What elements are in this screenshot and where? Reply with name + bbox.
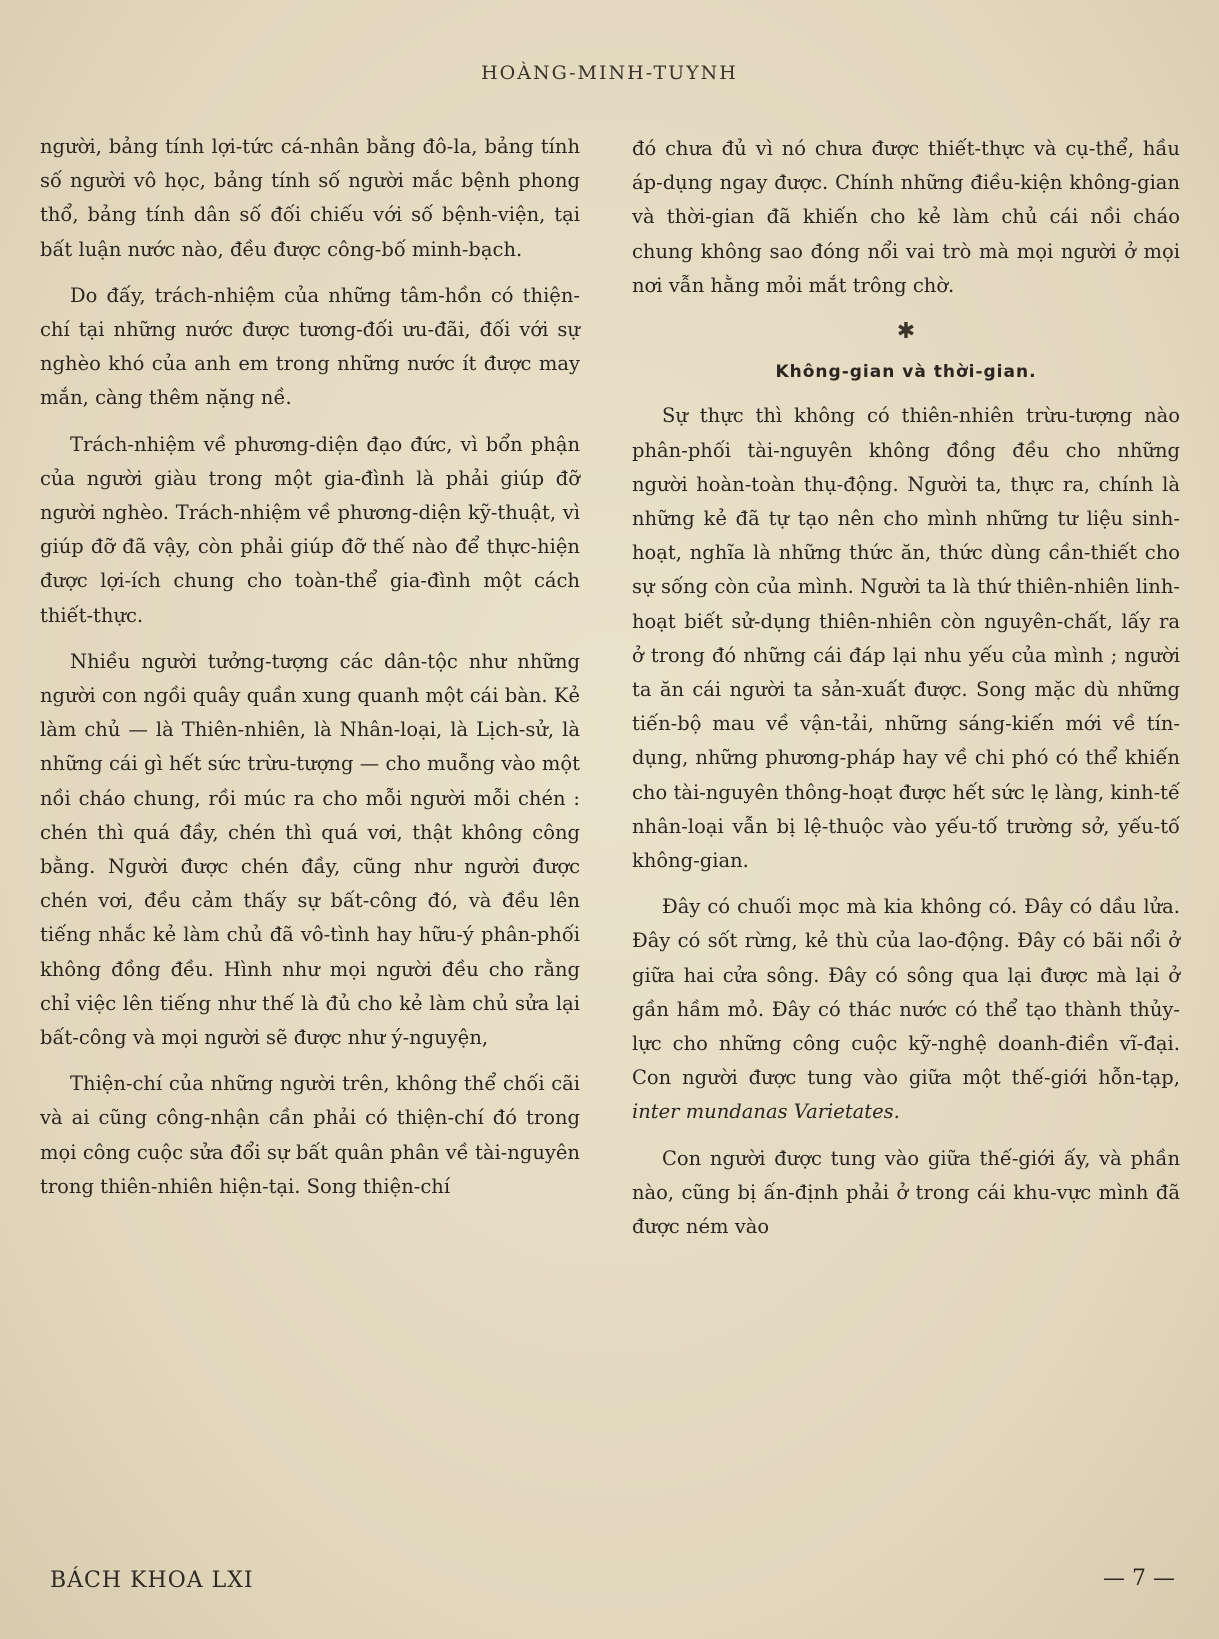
paragraph: Sự thực thì không có thiên-nhiên trừu-tượng nào phân-phối tài-nguyên không đồng đều cho những người hoàn-toàn thụ-động. Người ta, thực ra, chính là những kẻ đã tự tạo nên cho mình những tư liệu sinh-hoạt, nghĩa là những thức ăn, thức dùng cần-thiết cho sự sống còn của mình. Người ta là thứ thiên-nhiên linh-hoạt biết sử-dụng thiên-nhiên còn nguyên-chất, lấy ra ở trong đó những cái đáp lại nhu yếu của mình ; người ta ăn cái người ta sản-xuất được. Song mặc dù những tiến-bộ mau về vận-tải, những sáng-kiến mới về tín-dụng, những phương-pháp hay về chi phó có thể khiến cho tài-nguyên thông-hoạt được hết sức lẹ làng, kinh-tế nhân-loại vẫn bị lệ-thuộc vào yếu-tố trường sở, yếu-tố không-gian. <box>632 404 1180 873</box>
paragraph: Thiện-chí của những người trên, không thể chối cãi và ai cũng công-nhận cần phải có thiện-chí đó trong mọi công cuộc sửa đổi sự bất quân phân về tài-nguyên trong thiên-nhiên hiện-tại. Song thiện-chí <box>40 1072 580 1198</box>
paragraph: Con người được tung vào giữa thế-giới ấy, và phần nào, cũng bị ấn-định phải ở trong cái khu-vực mình đã được ném vào <box>632 1146 1180 1239</box>
paragraph: Trách-nhiệm về phương-diện đạo đức, vì bổn phận của người giàu trong một gia-đình là phải giúp đỡ người nghèo. Trách-nhiệm về phương-diện kỹ-thuật, vì giúp đỡ đã vậy, còn phải giúp đỡ thế nào để thực-hiện được lợi-ích chung cho toàn-thể gia-đình một cách thiết-thực. <box>40 432 580 627</box>
section-separator-star: ✱ <box>896 319 916 345</box>
paragraph: Nhiều người tưởng-tượng các dân-tộc như những người con ngồi quây quần xung quanh một cái bàn. Kẻ làm chủ — là Thiên-nhiên, là Nhân-loại, là Lịch-sử, là những cái gì hết sức trừu-tượng — cho muỗng vào một nồi cháo chung, rồi múc ra cho mỗi người mỗi chén : chén thì quá đầy, chén thì quá vơi, thật không công bằng. Người được chén đầy, cũng như người được chén vơi, đều cảm thấy sự bất-công đó, và đều lên tiếng nhắc kẻ làm chủ đã vô-tình hay hữu-ý phân-phối không đồng đều. Hình như mọi người đều cho rằng chỉ việc lên tiếng như thế là đủ cho kẻ làm chủ sửa lại bất-công và mọi người sẽ được như ý-nguyện, <box>40 649 580 1050</box>
paragraph: Do đấy, trách-nhiệm của những tâm-hồn có thiện-chí tại những nước được tương-đối ưu-đãi, đối với sự nghèo khó của anh em trong những nước ít được may mắn, càng thêm nặng nề. <box>40 283 580 410</box>
magazine-footer: BÁCH KHOA LXI <box>50 1568 254 1593</box>
paragraph-text: Đây có chuối mọc mà kia không có. Đây có dầu lửa. Đây có sốt rừng, kẻ thù của lao-động. Đây có bãi nổi ở giữa hai cửa sông. Đây có sông qua lại được mà lại ở gần hầm mỏ. Đây có thác nước có thể tạo thành thủy-lực cho những công cuộc kỹ-nghệ doanh-điền vĩ-đại. Con người được tung vào giữa một thế-giới hỗn-tạp, <box>632 895 1180 1090</box>
paragraph: người, bảng tính lợi-tức cá-nhân bằng đô-la, bảng tính số người vô học, bảng tính số người mắc bệnh phong thổ, bảng tính dân số đối chiếu với số bệnh-viện, tại bất luận nước nào, đều được công-bố minh-bạch. <box>40 135 580 261</box>
page-number: — 7 — <box>1103 1566 1175 1591</box>
running-header: HOÀNG-MINH-TUYNH <box>481 62 738 84</box>
paragraph: đó chưa đủ vì nó chưa được thiết-thực và cụ-thể, hầu áp-dụng ngay được. Chính những điều-kiện không-gian và thời-gian đã khiến cho kẻ làm chủ cái nồi cháo chung không sao đóng nổi vai trò mà mọi người ở mọi nơi vẫn hằng mỏi mắt trông chờ. <box>632 137 1180 297</box>
right-column <box>632 132 1180 1256</box>
left-column <box>40 130 580 1216</box>
latin-phrase: inter mundanas Varietates. <box>632 1100 900 1124</box>
paragraph <box>632 890 1180 1129</box>
section-title: Không-gian và thời-gian. <box>775 362 1037 383</box>
